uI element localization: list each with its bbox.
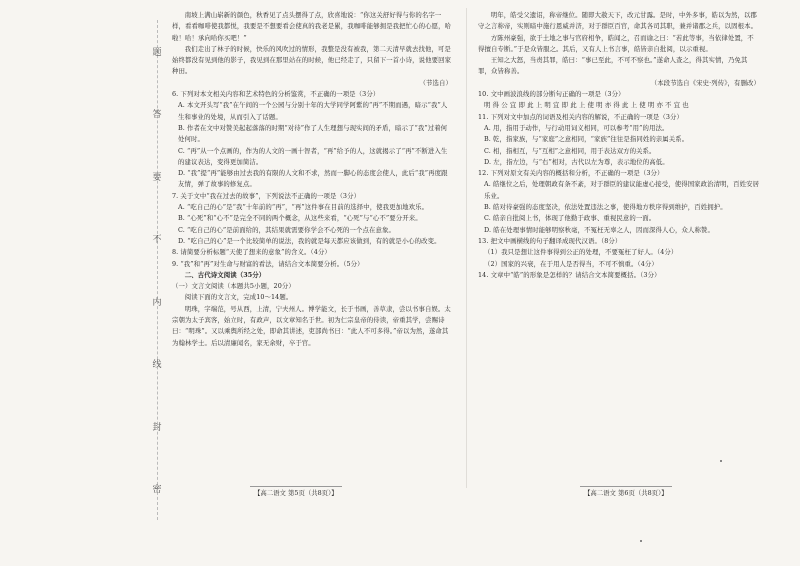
option: B. “心死”和“心不”是完全不同的两个概念，从这些来看，“心死”与“心不”要分开来。 xyxy=(178,214,422,223)
question-6: 6. 下列对本文相关内容和艺术特色的分析鉴赏，不正确的一项是（3分） xyxy=(172,90,380,99)
passage-paragraph: 方陈州豪强，欲于土地之事与官府相争，皓闻之，召而谕之曰：“若此等事，当依律处置，不得擅自专断。”于是众皆服之。其后，又有人上书言事，皓皆亲自批阅，以示重视。 xyxy=(478,33,754,53)
margin-char: 封 xyxy=(150,421,161,431)
option: A. “吃自己的心”是“我”十年前的“再”，“再”这件事在目前的选择中，使我更加地欢乐。 xyxy=(178,203,429,212)
instructions: 阅读下面的文言文，完成10～14题。 xyxy=(184,293,293,302)
margin-char: 要 xyxy=(150,171,161,181)
subsection-heading: （一）文言文阅读（本题共5小题，20分） xyxy=(172,282,295,291)
margin-char: 题 xyxy=(150,46,161,56)
section-heading: 二、古代诗文阅读（35分） xyxy=(184,270,266,279)
option: C. 皓亲自批阅上书，体现了他勤于政事、重视民意的一面。 xyxy=(484,214,656,223)
option: C. 相，指相互，与“互相”之意相同，用于表达双方的关系。 xyxy=(484,146,656,155)
classical-passage: 明珠，字端范，号从西，上清，宁夫州人。博学能文，长于书画，善草隶，尝以书事自娱。太宗朝为太子宾客，始立时，有政声，以文章知名于世。初为仁宗皇帝的侍读，帝重其学，尝赐诗曰：“明珠”。又以乘舆所经之处，即命其讲述，吏部尚书曰：“此人不可多得。”帝以为然，遂命其为翰林学士。后以清廉闻名，家无余财，卒于官。 xyxy=(172,304,451,347)
binding-margin xyxy=(148,20,164,520)
right-page-column xyxy=(478,10,760,281)
margin-char: 不 xyxy=(150,234,161,244)
question-8: 8. 请简要分析标题“天使了想来的意象”的含义。（4分） xyxy=(172,248,331,257)
page-divider xyxy=(466,8,467,488)
question-10: 10. 文中画波浪线的部分断句正确的一项是（3分） xyxy=(478,90,625,99)
sentence-break-line: 明 得 公 宜 即 此 上 明 宜 即 此 上 使 明 亦 得 此 上 使 明 亦 不 宜 也 xyxy=(484,101,689,110)
passage-paragraph: 我们走出了林子的时候，快乐的风吹过的情形，我整是没有被我，第二天清早就去找他，可是始终都没有见到他的影子，我见到在那里站在的时候，他已经走了，只留下一首小诗，说他要回家种田。 xyxy=(172,44,452,76)
margin-char: 答 xyxy=(150,109,161,119)
option: D. 左，指左边，与“右”相对，古代以左为尊，表示地位的高低。 xyxy=(484,157,669,166)
scan-speck xyxy=(640,540,642,542)
option: C. “吃自己的心”是前面给的，其结果就需要你学会不心死的一个点在意象。 xyxy=(178,225,395,234)
question-11: 11. 下列对文中加点的词语及相关内容的解说，不正确的一项是（3分） xyxy=(478,112,683,121)
option: B. 乾，指家族，与“家庭”之意相同，“家族”往往是指同姓的亲属关系。 xyxy=(484,135,689,144)
option: D. “吃自己的心”是一个比较简单的说法，我的就是每天都应该做到，有的就是小心的改变。 xyxy=(178,236,441,245)
left-page-column xyxy=(172,10,452,349)
option: C. “再”从一个点画的，作为的人文的一画十智者，“再”给予的人，这就揭示了“再”不断进入生的建议表达，变得更加简洁。 xyxy=(178,146,448,166)
question-12: 12. 下列对原文有关内容的概括和分析，不正确的一项是（3分） xyxy=(478,169,664,178)
option: B. 作者在文中对赞美起起落落的时期“对待”作了人生理想与现实间的矛盾，暗示了“我”过着何处何时。 xyxy=(178,123,448,144)
passage-source: （节选自） xyxy=(419,78,452,87)
page-footer-right: 【高二语文 第6页（共8页）】 xyxy=(580,486,672,498)
passage-source: （本段节选自《宋史·列传》，有删改） xyxy=(650,78,760,87)
margin-char: 密 xyxy=(150,484,161,494)
passage-paragraph: 南坡上满山崭新的颜色，秋香见了点头摆得了点，欣喜地说：“你这关舒好得与你的名字一样，看看咖啡使我都悦，我要是不想要看会使真的我老是累，我咖啡能够拥是我把忙心的心愿，哈啦！哈！承向哈你买吧！” xyxy=(172,11,452,42)
option: A. 皓继位之后，处理朝政有条不紊，对于群臣的建议能虚心接受，使得国家政治清明，百姓安居乐业。 xyxy=(484,180,760,200)
sub-question: （1）我只是想让这件事得到公正的处理，不要冤枉了好人。（4分） xyxy=(484,248,678,257)
page-footer-left: 【高二语文 第5页（共8页）】 xyxy=(250,486,342,498)
option: B. 皓对待豪强的态度坚决，依法处置违法之事，使得地方秩序得到维护，百姓拥护。 xyxy=(484,203,727,212)
option: D. 皓在处理事情时能够明察秋毫，不冤枉无辜之人，因而深得人心，众人称赞。 xyxy=(484,225,714,234)
scan-speck xyxy=(720,460,722,462)
question-9: 9. “我”和“再”对生命与财富的看法，请结合文本简要分析。（5分） xyxy=(172,259,364,268)
question-7: 7. 关于文中“我在过去的故事”，下列说法不正确的一项是（3分） xyxy=(172,191,361,200)
option: A. 本文开头写“我”在午间的一个公园与分别十年的大学同学阿紫的“再”不期而遇，暗示“我”人生和事业的处境，从而引入了话题。 xyxy=(178,101,448,121)
question-14: 14. 文章中“皓”的形象是怎样的？请结合文本简要概括。（3分） xyxy=(478,270,661,279)
option: D. “我”提“再”能够由过去我的有限的人文和不求，然而一脚心的态度会使人，此后“我”再度跟友情，弹了故事的修复点。 xyxy=(178,169,448,189)
sub-question: （2）国家的兴衰，在于用人是否得当，不可不慎重。（4分） xyxy=(484,259,658,268)
margin-char: 线 xyxy=(150,359,161,369)
option: A. 用，指用于动作，与行动用词义相同，可以参考“用”的用法。 xyxy=(484,123,669,132)
margin-char: 内 xyxy=(150,296,161,306)
passage-paragraph: 王知之大怒，当责其罪，皓曰：“事已至此，不可不察也。”遂命人查之，得其实情，乃免其罪，众皆称善。 xyxy=(478,56,748,76)
passage-paragraph: 明年，皓受父遗诏，称帝继位。随即大赦天下，改元甘露。是时，中外多事，皓以为然，以郡守之言称帝，实则暗中施行恩威并济，对于群臣百官，命其各司其职，兼并诸郡之兵，以固根本。 xyxy=(478,11,758,31)
question-13: 13. 把文中画横线的句子翻译成现代汉语。（8分） xyxy=(478,236,622,245)
